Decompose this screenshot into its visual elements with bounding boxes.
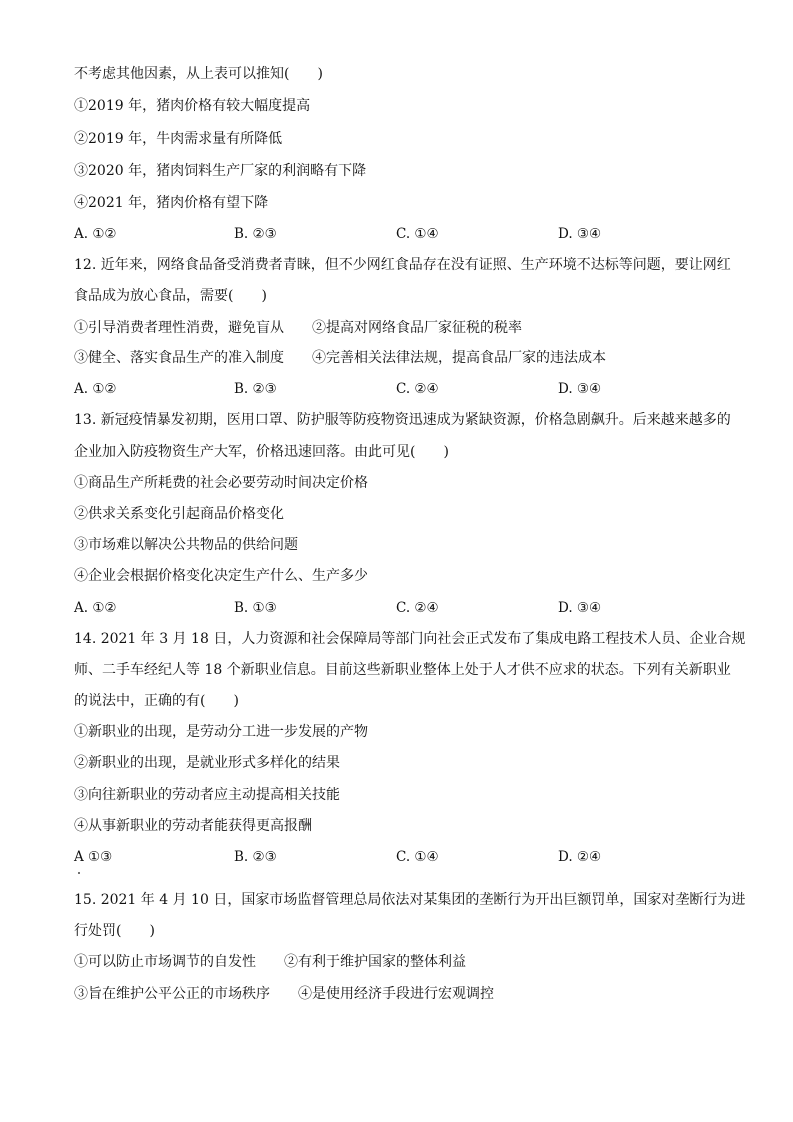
q11-statement-1: ①2019 年，猪肉价格有较大幅度提高	[74, 98, 311, 114]
q11-statement-4: ④2021 年，猪肉价格有望下降	[74, 195, 269, 211]
q14-option-b[interactable]: B. ②③	[234, 849, 277, 865]
q11-option-a[interactable]: A. ①②	[74, 226, 117, 242]
q11-option-c[interactable]: C. ①④	[396, 226, 439, 242]
q13-option-a[interactable]: A. ①②	[74, 600, 117, 616]
q14-stem-line-1: 14. 2021 年 3 月 18 日，人力资源和社会保障局等部门向社会正式发布了集成电路工程技术人员、企业合规	[74, 631, 746, 647]
q13-option-d[interactable]: D. ③④	[558, 600, 602, 616]
q11-statement-3: ③2020 年，猪肉饲料生产厂家的利润略有下降	[74, 163, 367, 179]
q13-statement-3: ③市场难以解决公共物品的供给问题	[74, 537, 298, 553]
q13-statement-1: ①商品生产所耗费的社会必要劳动时间决定价格	[74, 475, 368, 491]
q12-options	[74, 380, 734, 398]
q11-options	[74, 225, 734, 243]
q11-option-b[interactable]: B. ②③	[234, 226, 277, 242]
q13-statement-4: ④企业会根据价格变化决定生产什么、生产多少	[74, 568, 368, 584]
q14-options	[74, 848, 734, 866]
q14-stem-line-2: 师、二手车经纪人等 18 个新职业信息。目前这些新职业整体上处于人才供不应求的状态。下列有关新职业	[74, 662, 731, 678]
q12-option-b[interactable]: B. ②③	[234, 381, 277, 397]
q12-statements-3-4: ③健全、落实食品生产的准入制度 ④完善相关法律法规，提高食品厂家的违法成本	[74, 350, 606, 366]
q13-stem-line-1: 13. 新冠疫情暴发初期，医用口罩、防护服等防疫物资迅速成为紧缺资源，价格急剧飙升。后来越来越多的	[74, 412, 731, 428]
q14-option-c[interactable]: C. ①④	[396, 849, 439, 865]
q14-option-d[interactable]: D. ②④	[558, 849, 602, 865]
q13-statement-2: ②供求关系变化引起商品价格变化	[74, 506, 284, 522]
q13-option-b[interactable]: B. ①③	[234, 600, 277, 616]
q12-option-c[interactable]: C. ②④	[396, 381, 439, 397]
q13-option-c[interactable]: C. ②④	[396, 600, 439, 616]
stray-dot-mark	[78, 872, 80, 874]
q13-options	[74, 599, 734, 617]
q12-option-d[interactable]: D. ③④	[558, 381, 602, 397]
q12-stem-line-2: 食品成为放心食品，需要( )	[74, 288, 267, 304]
q11-statement-2: ②2019 年，牛肉需求量有所降低	[74, 131, 283, 147]
q15-stem-line-1: 15. 2021 年 4 月 10 日，国家市场监督管理总局依法对某集团的垄断行为开出巨额罚单，国家对垄断行为进	[74, 892, 746, 908]
q11-option-d[interactable]: D. ③④	[558, 226, 602, 242]
q12-statements-1-2: ①引导消费者理性消费，避免盲从 ②提高对网络食品厂家征税的税率	[74, 320, 522, 336]
q15-statements-1-2: ①可以防止市场调节的自发性 ②有利于维护国家的整体利益	[74, 954, 466, 970]
q13-stem-line-2: 企业加入防疫物资生产大军，价格迅速回落。由此可见( )	[74, 444, 449, 460]
q14-stem-line-3: 的说法中，正确的有( )	[74, 693, 239, 709]
q14-option-a[interactable]: A ①③	[74, 849, 113, 865]
q12-option-a[interactable]: A. ①②	[74, 381, 117, 397]
q14-statement-4: ④从事新职业的劳动者能获得更高报酬	[74, 818, 312, 834]
q14-statement-1: ①新职业的出现，是劳动分工进一步发展的产物	[74, 724, 368, 740]
q12-stem-line-1: 12. 近年来，网络食品备受消费者青睐，但不少网红食品存在没有证照、生产环境不达标等问题，要让网红	[74, 257, 731, 273]
q15-statements-3-4: ③旨在维护公平公正的市场秩序 ④是使用经济手段进行宏观调控	[74, 986, 494, 1002]
q14-statement-3: ③向往新职业的劳动者应主动提高相关技能	[74, 787, 340, 803]
q14-statement-2: ②新职业的出现，是就业形式多样化的结果	[74, 755, 340, 771]
q11-stem-line: 不考虑其他因素，从上表可以推知( )	[74, 66, 323, 82]
q15-stem-line-2: 行处罚( )	[74, 923, 155, 939]
